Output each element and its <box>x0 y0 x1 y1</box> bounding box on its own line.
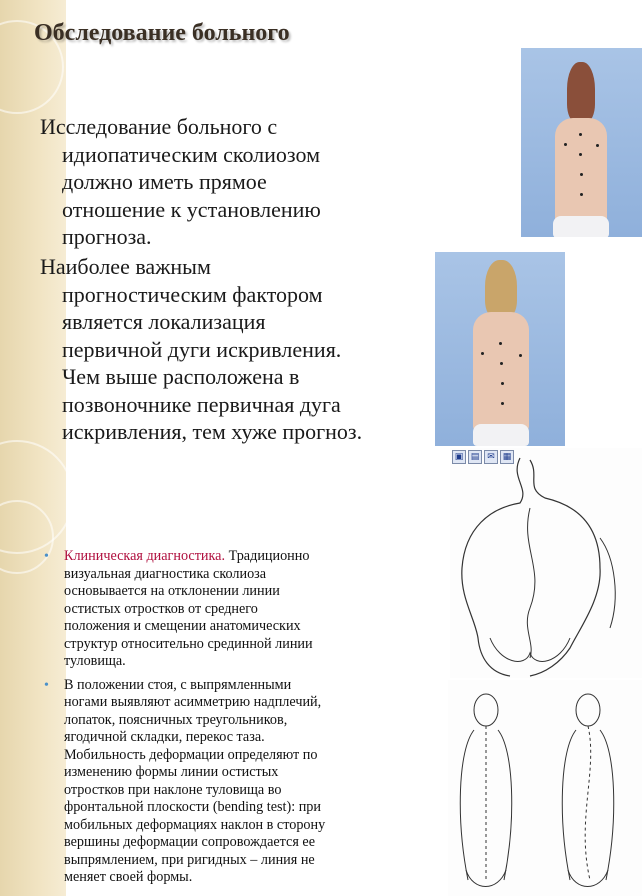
text-line: первичной дуги искривления. <box>62 336 342 362</box>
posture-sketch-1-drawing <box>450 448 642 678</box>
paragraph-prognosis <box>40 113 321 251</box>
text-line: визуальная диагностика сколиоза <box>64 565 267 582</box>
marker <box>500 362 503 365</box>
marker <box>579 153 582 156</box>
text-line: ногами выявляют асимметрию надплечий, <box>64 694 322 710</box>
text-line: Исследование больного с <box>40 114 278 139</box>
paragraph-prognostic-factor <box>40 253 362 446</box>
text-line <box>64 548 404 566</box>
mail-icon[interactable]: ✉ <box>484 450 498 464</box>
save-icon[interactable]: ▣ <box>452 450 466 464</box>
marker <box>596 144 599 147</box>
text-line: является локализация <box>62 309 266 334</box>
text-line: должно иметь прямое <box>62 169 267 194</box>
text-line: идиопатическим сколиозом <box>62 141 320 167</box>
text-line: лопаток, поясничных треугольников, <box>64 711 288 728</box>
folder-icon[interactable]: ▦ <box>500 450 514 464</box>
text-line: Мобильность деформации определяют по <box>64 746 318 763</box>
text-line: прогноза. <box>62 224 152 249</box>
text-line: искривления, тем хуже прогноз. <box>62 419 363 444</box>
marker <box>501 382 504 385</box>
shorts <box>553 216 609 237</box>
marker <box>499 342 502 345</box>
marker <box>519 354 522 357</box>
text-line: Чем выше расположена в <box>62 364 300 389</box>
back-photo-1 <box>521 48 642 237</box>
bullet-icon: • <box>44 677 49 693</box>
marker <box>580 193 583 196</box>
text-line: отростков при наклоне туловища во <box>64 781 282 798</box>
hair <box>485 260 517 318</box>
text-line: ягодичной складки, перекос таза. <box>64 729 265 745</box>
marker <box>564 143 567 146</box>
posture-sketch-2 <box>448 680 642 896</box>
marker <box>501 402 504 405</box>
image-toolbar <box>452 450 514 464</box>
text-line: туловища. <box>64 653 126 669</box>
print-icon[interactable]: ▤ <box>468 450 482 464</box>
highlight-term: Клиническая диагностика. <box>64 548 226 564</box>
text-line: фронтальной плоскости (bending test): при <box>64 799 321 815</box>
bullet-icon: • <box>44 549 49 564</box>
marker <box>580 173 583 176</box>
posture-sketch-1 <box>450 448 642 678</box>
marker <box>579 133 582 136</box>
shorts <box>473 424 529 446</box>
slide-title: Обследование больного <box>34 20 290 46</box>
text-line: меняет своей формы. <box>64 869 193 885</box>
text-line: Наиболее важным <box>40 254 211 279</box>
bullet-clinical-diagnostics <box>44 548 404 671</box>
back <box>473 312 529 432</box>
text-line: выпрямлением, при ригидных – линия не <box>64 851 315 868</box>
text-line: мобильных деформациях наклон в сторону <box>64 816 326 833</box>
bullet-standing-exam <box>44 677 404 887</box>
hair <box>567 62 595 122</box>
text-line: вершины деформации сопровождается ее <box>64 834 316 850</box>
text-line: отношение к установлению <box>62 196 321 222</box>
back-photo-2 <box>435 252 565 446</box>
text-line: основывается на отклонении линии <box>64 583 280 599</box>
text-line: изменению формы линии остистых <box>64 764 279 780</box>
text-line: прогностическим фактором <box>62 281 323 307</box>
text-line: структур относительно срединной линии <box>64 635 313 652</box>
marker <box>481 352 484 355</box>
text-line: позвоночнике первичная дуга <box>62 391 341 417</box>
posture-sketch-2-drawing <box>448 680 642 896</box>
text-line: положения и смещении анатомических <box>64 618 301 634</box>
text-line: В положении стоя, с выпрямленными <box>64 676 292 693</box>
text-fragment: Традиционно <box>225 548 310 564</box>
text-line: остистых отростков от среднего <box>64 600 258 617</box>
bullet-list <box>44 548 404 893</box>
